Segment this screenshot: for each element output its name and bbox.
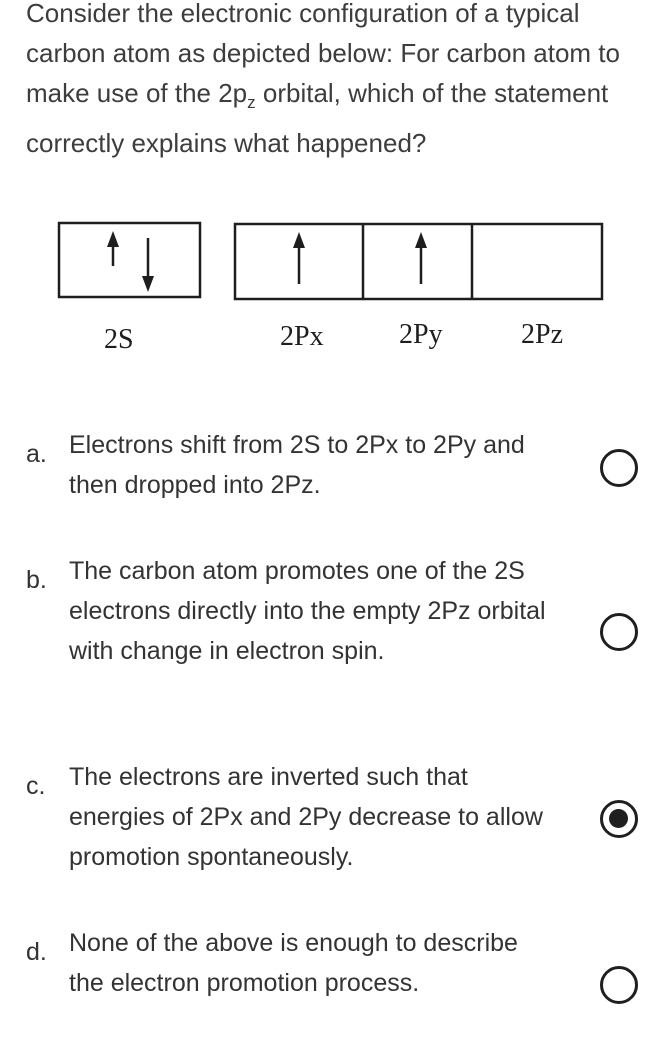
electron-up-arrow-2py [415, 232, 427, 284]
orbital-diagram [0, 0, 660, 380]
option-d-text: None of the above is enough to describe the electron promotion process. [69, 929, 518, 997]
option-b[interactable] [0, 551, 660, 721]
option-c-letter: c. [26, 772, 46, 800]
option-c-text: The electrons are inverted such that energies of 2Px and 2Py decrease to allow promotion spontaneously. [69, 763, 543, 871]
option-c-radio-dot [609, 809, 628, 828]
electron-down-arrow-2s [142, 238, 154, 292]
option-d[interactable] [0, 923, 660, 1044]
option-a[interactable] [0, 425, 660, 515]
orbital-label-2s: 2S [104, 324, 134, 355]
option-b-radio[interactable] [600, 613, 638, 651]
orbital-box-2p [235, 224, 602, 299]
question-text-before: Consider the electronic configuration of a typical carbon atom as depicted below: For carbon atom to make use of the 2p [26, 0, 620, 108]
orbital-label-2py: 2Py [399, 319, 443, 350]
option-b-text: The carbon atom promotes one of the 2S electrons directly into the empty 2Pz orbital with change in electron spin. [69, 557, 546, 665]
orbital-label-2pz: 2Pz [521, 319, 563, 350]
option-c[interactable] [0, 757, 660, 887]
option-a-text: Electrons shift from 2S to 2Px to 2Py and then dropped into 2Pz. [69, 431, 525, 499]
orbital-box-2s [59, 223, 200, 297]
electron-up-arrow-2s [107, 231, 119, 266]
orbital-label-2px: 2Px [280, 321, 324, 352]
option-c-radio[interactable] [600, 800, 638, 838]
question-subscript: z [247, 93, 256, 112]
option-a-letter: a. [26, 440, 47, 468]
option-d-radio[interactable] [600, 966, 638, 1004]
option-b-letter: b. [26, 566, 47, 594]
electron-up-arrow-2px [293, 232, 305, 284]
question-text-after: orbital, which of the statement correctly explains what happened? [26, 78, 609, 158]
option-d-letter: d. [26, 938, 47, 966]
option-a-radio[interactable] [600, 449, 638, 487]
